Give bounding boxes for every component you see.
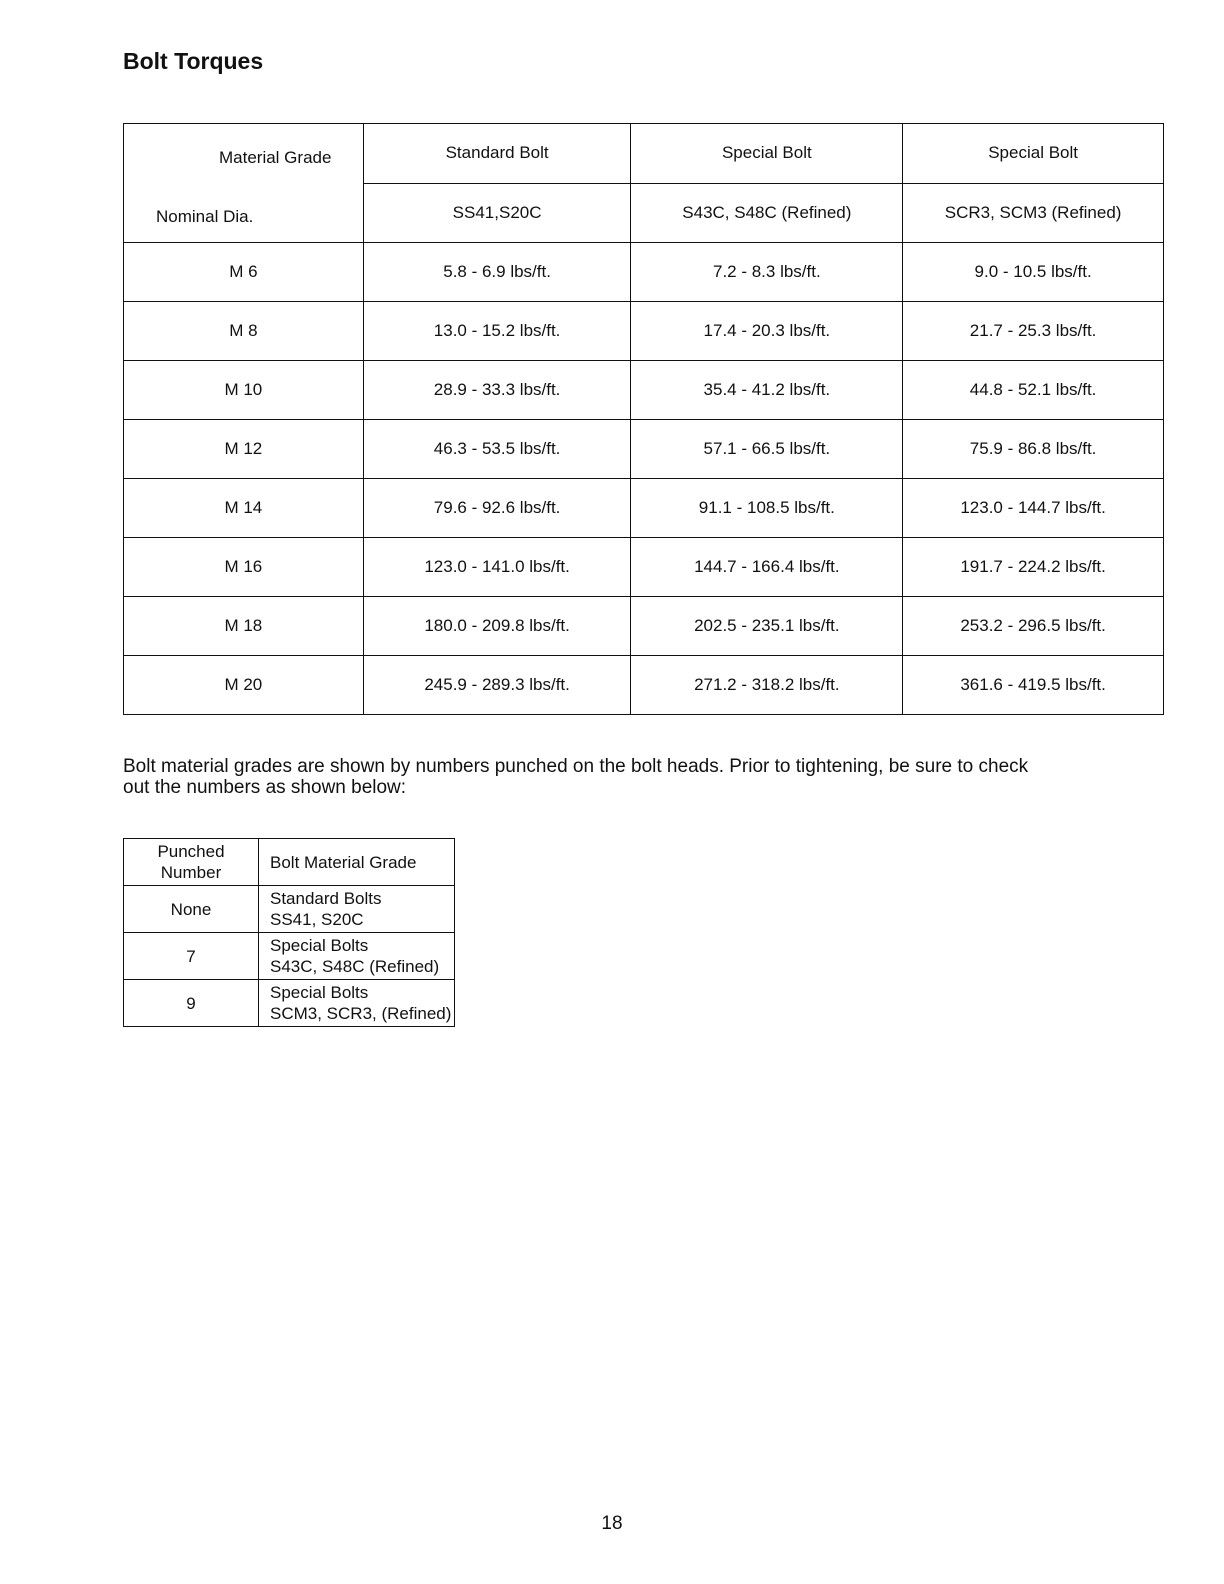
punched-number-table xyxy=(123,838,455,1027)
page-number: 18 xyxy=(601,1513,623,1534)
torque-cell: 253.2 - 296.5 lbs/ft. xyxy=(903,597,1164,656)
torque-cell: 245.9 - 289.3 lbs/ft. xyxy=(363,656,631,715)
bolt-grade-line: Standard Bolts xyxy=(270,889,382,908)
punched-number-cell: 9 xyxy=(124,980,259,1027)
bolt-grade-line: Special Bolts xyxy=(270,983,369,1002)
column-material-standard: SS41,S20C xyxy=(363,183,631,243)
column-header-standard-bolt: Standard Bolt xyxy=(363,124,631,184)
torque-cell: 44.8 - 52.1 lbs/ft. xyxy=(903,361,1164,420)
torque-cell: 123.0 - 144.7 lbs/ft. xyxy=(903,479,1164,538)
torque-cell: 123.0 - 141.0 lbs/ft. xyxy=(363,538,631,597)
grade-note-paragraph: Bolt material grades are shown by numbers punched on the bolt heads. Prior to tightening, be sure to check out the numbers as shown below: xyxy=(123,756,1029,798)
torque-cell: 75.9 - 86.8 lbs/ft. xyxy=(903,420,1164,479)
punched-number-cell: 7 xyxy=(124,933,259,980)
torque-cell: 13.0 - 15.2 lbs/ft. xyxy=(363,302,631,361)
nominal-dia-cell: M 6 xyxy=(124,243,364,302)
torque-cell: 79.6 - 92.6 lbs/ft. xyxy=(363,479,631,538)
torque-cell: 202.5 - 235.1 lbs/ft. xyxy=(631,597,903,656)
torque-cell: 180.0 - 209.8 lbs/ft. xyxy=(363,597,631,656)
torque-cell: 91.1 - 108.5 lbs/ft. xyxy=(631,479,903,538)
bolt-grade-line: SCM3, SCR3, (Refined) xyxy=(270,1004,452,1023)
grade-corner-cell xyxy=(124,124,364,243)
table-row xyxy=(124,479,1164,538)
nominal-dia-cell: M 10 xyxy=(124,361,364,420)
table-row xyxy=(124,361,1164,420)
torque-cell: 46.3 - 53.5 lbs/ft. xyxy=(363,420,631,479)
table-row xyxy=(124,886,455,933)
column-material-special-1: S43C, S48C (Refined) xyxy=(631,183,903,243)
torque-cell: 7.2 - 8.3 lbs/ft. xyxy=(631,243,903,302)
table-row xyxy=(124,420,1164,479)
torque-cell: 17.4 - 20.3 lbs/ft. xyxy=(631,302,903,361)
torque-cell: 361.6 - 419.5 lbs/ft. xyxy=(903,656,1164,715)
torque-cell: 144.7 - 166.4 lbs/ft. xyxy=(631,538,903,597)
column-header-special-bolt-2: Special Bolt xyxy=(903,124,1164,184)
punched-number-cell: None xyxy=(124,886,259,933)
table-row xyxy=(124,597,1164,656)
torque-cell: 191.7 - 224.2 lbs/ft. xyxy=(903,538,1164,597)
nominal-dia-cell: M 16 xyxy=(124,538,364,597)
column-material-special-2: SCR3, SCM3 (Refined) xyxy=(903,183,1164,243)
nominal-dia-cell: M 8 xyxy=(124,302,364,361)
table-row xyxy=(124,656,1164,715)
torque-cell: 9.0 - 10.5 lbs/ft. xyxy=(903,243,1164,302)
torque-cell: 5.8 - 6.9 lbs/ft. xyxy=(363,243,631,302)
nominal-dia-label: Nominal Dia. xyxy=(156,207,254,226)
nominal-dia-cell: M 20 xyxy=(124,656,364,715)
bolt-grade-cell xyxy=(259,980,455,1027)
bolt-grade-cell xyxy=(259,886,455,933)
punched-number-header: Punched Number xyxy=(124,839,259,886)
torque-cell: 271.2 - 318.2 lbs/ft. xyxy=(631,656,903,715)
bolt-grade-line: SS41, S20C xyxy=(270,910,364,929)
table-row xyxy=(124,243,1164,302)
torque-cell: 21.7 - 25.3 lbs/ft. xyxy=(903,302,1164,361)
table-row xyxy=(124,538,1164,597)
torque-cell: 35.4 - 41.2 lbs/ft. xyxy=(631,361,903,420)
table-row xyxy=(124,302,1164,361)
bolt-grade-line: S43C, S48C (Refined) xyxy=(270,957,440,976)
table-row xyxy=(124,933,455,980)
bolt-grade-line: Special Bolts xyxy=(270,936,369,955)
nominal-dia-cell: M 12 xyxy=(124,420,364,479)
torque-cell: 28.9 - 33.3 lbs/ft. xyxy=(363,361,631,420)
table-header-row xyxy=(124,124,1164,184)
bolt-grade-cell xyxy=(259,933,455,980)
table-row xyxy=(124,980,455,1027)
nominal-dia-cell: M 14 xyxy=(124,479,364,538)
punch-table-header xyxy=(124,839,455,886)
bolt-material-grade-header: Bolt Material Grade xyxy=(259,839,455,886)
nominal-dia-cell: M 18 xyxy=(124,597,364,656)
page-title: Bolt Torques xyxy=(123,48,264,74)
material-grade-label: Material Grade xyxy=(219,148,332,167)
torque-cell: 57.1 - 66.5 lbs/ft. xyxy=(631,420,903,479)
column-header-special-bolt-1: Special Bolt xyxy=(631,124,903,184)
bolt-torque-table xyxy=(123,123,1164,715)
